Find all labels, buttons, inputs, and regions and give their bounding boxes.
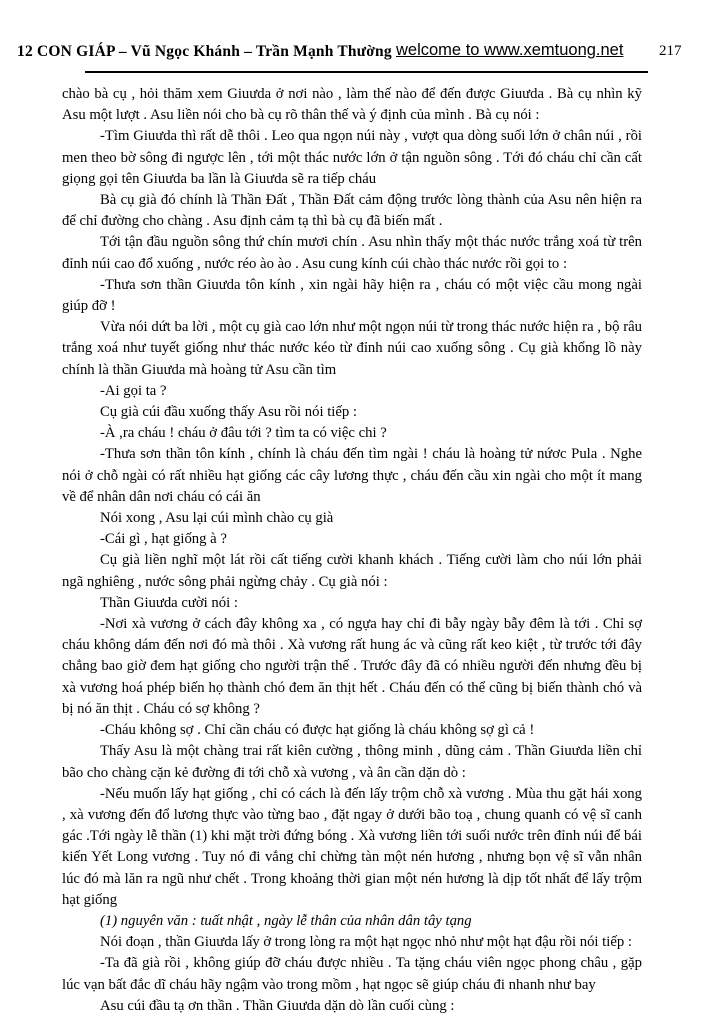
- paragraph: Cụ già liền nghĩ một lát rồi cất tiếng cười khanh khách . Tiếng cười làm cho núi lớn phải ngã nghiêng , nước sông phải ngừng chảy . Cụ già nói :: [62, 552, 642, 590]
- paragraph: Nói đoạn , thần Giuưda lấy ở trong lòng ra một hạt ngọc nhỏ như một hạt đậu rồi nói tiếp :: [100, 934, 632, 951]
- paragraph: -Tìm Giuưda thì rất dễ thôi . Leo qua ngọn núi này , vượt qua dòng suối lớn ở chân núi , rồi men theo bờ sông đi ngược lên , tới một thác nước lớn ở tận nguồn sông . Tới đó cháu chỉ cần cất giọng gọi tên Giuưda ba lần là Giuưda sẽ ra tiếp cháu: [62, 128, 642, 187]
- paragraph: -Cái gì , hạt giống à ?: [100, 531, 227, 548]
- paragraph: Thần Giuưda cười nói :: [100, 594, 238, 611]
- paragraph: Cụ già cúi đầu xuống thấy Asu rồi nói tiếp :: [100, 404, 358, 421]
- paragraph: Asu cúi đầu tạ ơn thần . Thần Giuưda dặn dò lần cuối cùng :: [100, 997, 455, 1014]
- paragraph: -Ai gọi ta ?: [100, 382, 167, 399]
- book-title-header: 12 CON GIÁP – Vũ Ngọc Khánh – Trần Mạnh Thường: [17, 43, 392, 60]
- paragraph: Thấy Asu là một chàng trai rất kiên cường , thông minh , dũng cảm . Thần Giuưda liền chỉ bão cho chàng cặn kẻ đường đi tới chỗ xà vương , và ân cần dặn dò :: [62, 743, 642, 781]
- paragraph: -Nếu muốn lấy hạt giống , chỉ có cách là đến lấy trộm chỗ xà vương . Mùa thu gặt hái xong , xà vương đến đổ lương thực vào từng bao , đặt ngay ở dưới bão toạ , chung quanh có vệ sĩ canh gác .Tới ngày lễ thần (1) khi mặt trời đứng bóng . Xà vương liền tới suối nước trên đỉnh núi để bái kiến Yết Long vương . Tuy nó đi vắng chỉ chừng tàn một nén hương , nhưng bọn vệ sĩ vẫn nhân lúc đó mà lăn ra ngũ như chết . Trong khoảng thời gian một nén hương là dịp tốt nhất để lấy trộm hạt giống: [62, 785, 642, 908]
- paragraph: -À ,ra cháu ! cháu ở đâu tới ? tìm ta có việc chi ?: [100, 425, 387, 442]
- site-link[interactable]: welcome to www.xemtuong.net: [396, 41, 624, 59]
- paragraph: -Cháu không sợ . Chỉ cần cháu có được hạt giống là cháu không sợ gì cả !: [100, 722, 535, 739]
- paragraph: chào bà cụ , hỏi thăm xem Giuưda ở nơi nào , làm thế nào để đến được Giuưda . Bà cụ nhìn kỹ Asu một lượt . Asu liền nói cho bà cụ rõ thân thế và ý định của mình . Bà cụ nói :: [62, 86, 642, 124]
- paragraph: -Nơi xà vương ở cách đây không xa , có ngựa hay chỉ đi bẫy ngày bẫy đêm là tới . Chỉ sợ cháu không dám đến nơi đó mà thôi . Xà vương rất hung ác và cũng rất keo kiệt , từ trước tới đây chẳng bao giờ đem hạt giống cho người trận thế . Trước đây đã có nhiều người đến nhưng đều bị xà vương hoá phép biến họ thành chó đem ăn thịt hết . Cháu đến có thể cũng bị biến thành chó và bị nó ăn thịt . Cháu có sợ không ?: [62, 616, 642, 717]
- paragraph: Vừa nói dứt ba lời , một cụ già cao lớn như một ngọn núi từ trong thác nước hiện ra , bộ râu trắng xoá như tuyết giống như thác nước kéo từ đỉnh núi cao xuống sông . Cụ già khổng lồ này chính là thần Giuưda mà hoàng tử Asu cần tìm: [62, 319, 642, 378]
- paragraph: -Ta đã già rồi , không giúp đỡ cháu được nhiều . Ta tặng cháu viên ngọc phong châu , gặp lúc vạn bất đắc dĩ cháu hãy ngậm vào trong mồm , hạt ngọc sẽ giúp cháu đi nhanh như bay: [62, 955, 642, 993]
- paragraph: Tới tận đầu nguồn sông thứ chín mươi chín . Asu nhìn thấy một thác nước trắng xoá từ trên đỉnh núi cao đổ xuống , nước réo ào ào . Asu cung kính cúi chào thác nước rồi gọi to :: [62, 234, 642, 272]
- paragraph: Bà cụ già đó chính là Thần Đất , Thần Đất cảm động trước lòng thành của Asu nên hiện ra để chỉ đường cho chàng . Asu định cảm tạ thì bà cụ đã biến mất .: [62, 192, 642, 230]
- paragraph: -Thưa sơn thần tôn kính , chính là cháu đến tìm ngài ! cháu là hoàng tử nứơc Pula . Nghe nói ở chỗ ngài có rất nhiều hạt giống các cây lương thực , cháu đến cầu xin ngài cho một ít mang về để nhân dân nơi cháu có cái ăn: [62, 446, 642, 505]
- header-divider: [85, 71, 648, 73]
- footnote: (1) nguyên văn : tuất nhật , ngày lễ thân của nhân dân tây tạng: [100, 912, 472, 929]
- page-number: 217: [659, 43, 682, 59]
- paragraph: Nói xong , Asu lại cúi mình chào cụ già: [100, 510, 334, 527]
- page-body: [62, 84, 642, 1017]
- paragraph: -Thưa sơn thần Giuưda tôn kính , xin ngài hãy hiện ra , cháu có một việc cầu mong ngài giúp đỡ !: [62, 276, 642, 315]
